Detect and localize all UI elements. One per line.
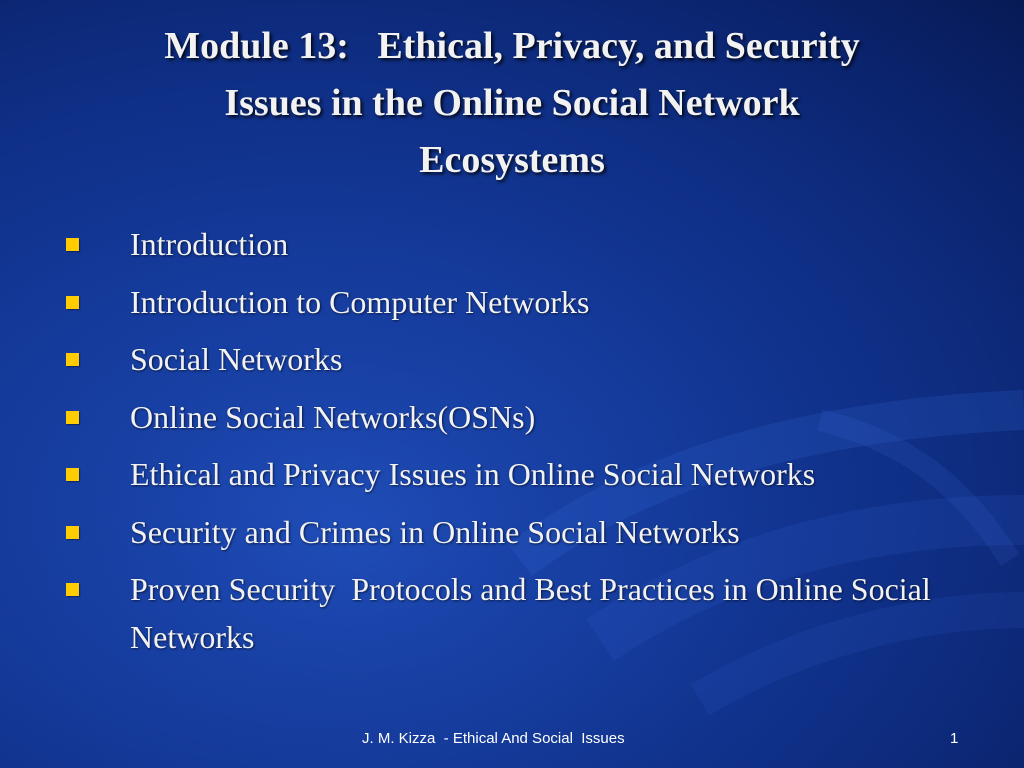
square-bullet-icon (66, 353, 79, 366)
square-bullet-icon (66, 526, 79, 539)
bullet-item-ethical-privacy (60, 450, 980, 498)
slide-title (40, 18, 984, 189)
bullet-item-security-crimes (60, 508, 980, 556)
bullet-text: Proven Security Protocols and Best Practices in Online Social Networks (130, 571, 939, 655)
slide-footer (0, 728, 1024, 752)
bullet-text: Introduction to Computer Networks (130, 283, 590, 320)
bullet-item-social-networks (60, 335, 980, 383)
bullet-text: Social Networks (130, 341, 343, 377)
bullet-text: Security and Crimes in Online Social Networks (130, 513, 740, 550)
bullet-text: Introduction (130, 226, 289, 262)
bullet-text: Ethical and Privacy Issues in Online Social Networks (130, 456, 816, 492)
bullet-item-osns (60, 393, 980, 441)
slide-title-line: Ecosystems (419, 139, 605, 181)
square-bullet-icon (66, 468, 79, 481)
page-number: 1 (950, 730, 959, 747)
square-bullet-icon (66, 296, 79, 309)
square-bullet-icon (66, 238, 79, 251)
square-bullet-icon (66, 583, 79, 596)
bullet-text: Online Social Networks(OSNs) (130, 398, 536, 435)
slide-title-line: Issues in the Online Social Network (224, 82, 800, 124)
footer-text: J. M. Kizza - Ethical And Social Issues (362, 730, 625, 747)
bullet-item-best-practices (60, 565, 980, 661)
slide-title-line: Module 13: Ethical, Privacy, and Security (164, 25, 860, 67)
bullet-item-introduction (60, 220, 980, 268)
square-bullet-icon (66, 411, 79, 424)
bullet-list (60, 220, 980, 671)
bullet-item-computer-networks (60, 278, 980, 326)
